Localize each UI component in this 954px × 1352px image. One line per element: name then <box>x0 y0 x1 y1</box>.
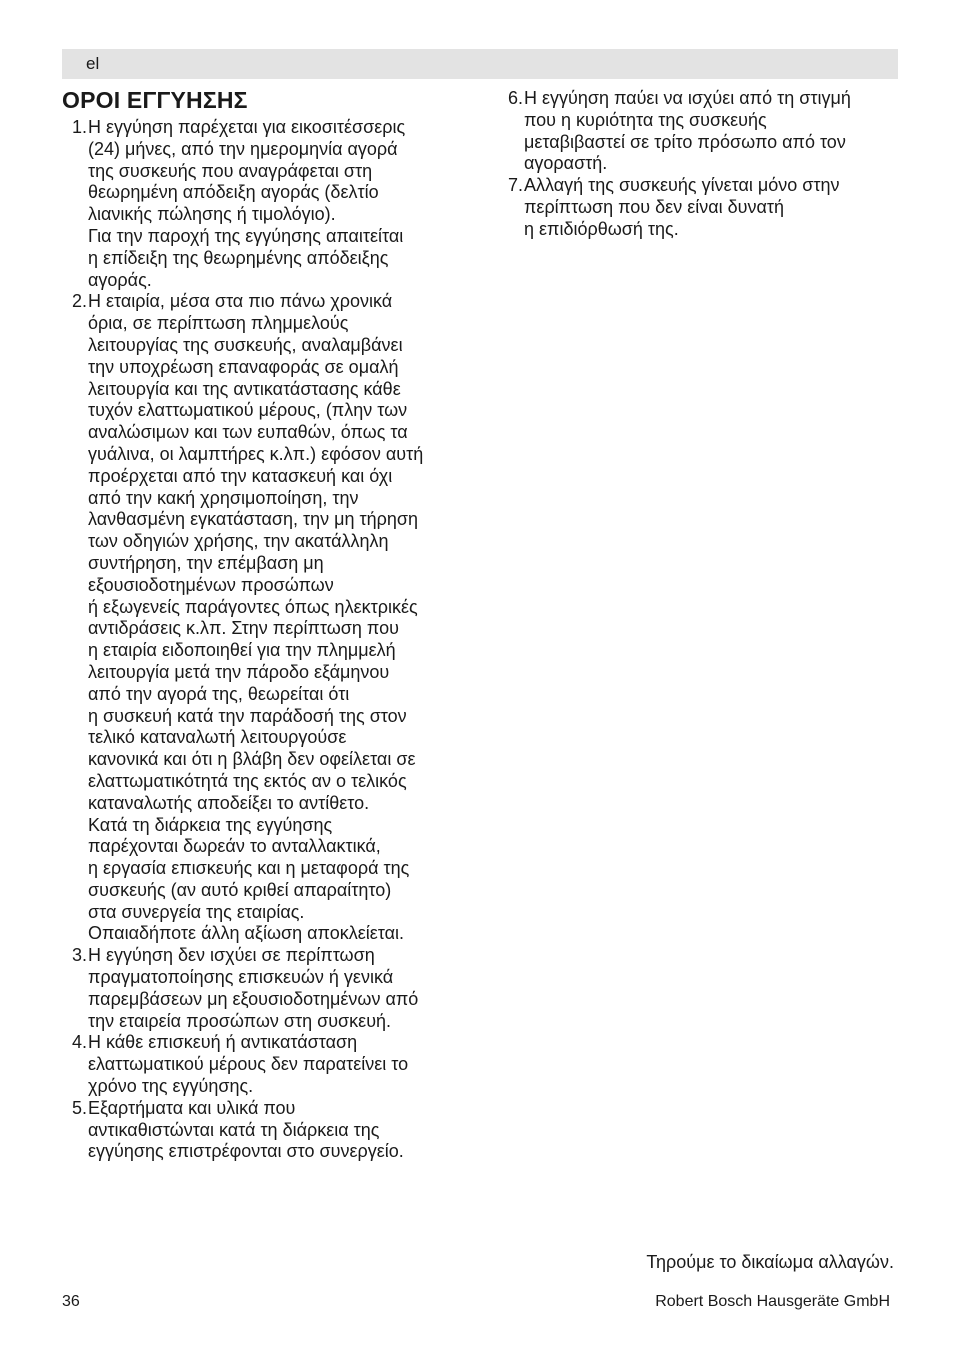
list-item <box>62 291 466 945</box>
list-item <box>62 117 466 291</box>
list-item <box>62 945 466 1032</box>
item-number: 2. <box>71 291 87 312</box>
item-text: Η εγγύηση δεν ισχύει σε περίπτωση πραγματοποίησης επισκευών ή γενικά παρεμβάσεων μη εξουσιοδοτημένων από την εταιρεία προσώπων στη συσκευή. <box>88 945 419 1031</box>
list-item <box>498 175 896 240</box>
language-header-bar <box>62 49 898 79</box>
item-number: 3. <box>71 945 87 966</box>
item-text: Η κάθε επισκευή ή αντικατάσταση ελαττωματικού μέρους δεν παρατείνει το χρόνο της εγγύησης. <box>88 1032 409 1097</box>
item-text: Η εγγύηση παρέχεται για εικοσιτέσσερις (24) μήνες, από την ημερομηνία αγορά της συσκευής που αναγράφεται στη θεωρημένη απόδειξη αγοράς (δελτίο λιανικής πώλησης ή τιμολόγιο). Για την παροχή της εγγύησης απαιτείται η επίδειξη της θεωρημένης απόδειξης αγοράς. <box>88 117 406 290</box>
item-number: 6. <box>507 88 523 108</box>
item-text: Η εγγύηση παύει να ισχύει από τη στιγμή που η κυριότητα της συσκευής μεταβιβαστεί σε τρίτο πρόσωπο από τον αγοραστή. <box>524 88 851 174</box>
item-number: 7. <box>507 175 523 196</box>
item-text: Η εταιρία, μέσα στα πιο πάνω χρονικά όρια, σε περίπτωση πλημμελούς λειτουργίας της συσκευής, αναλαμβάνει την υποχρέωση επαναφοράς σε ομαλή λειτουργία και της αντικατάστασης κάθε τυχόν ελαττωματικού μέρους, (πλην των αναλώσιμων και των ευπαθών, όπως τα γυάλινα, οι λαμπτήρες κ.λπ.) εφόσον αυτή προέρχεται από την κατασκευή και όχι από την κακή χρησιμοποίηση, την λανθασμένη εγκατάσταση, την μη τήρηση των οδηγιών χρήσης, την ακατάλληλη συντήρηση, την επέμβαση μη εξουσιοδοτημένων προσώπων ή εξωγενείς παράγοντες όπως ηλεκτρικές αντιδράσεις κ.λπ. Στην περίπτωση που η εταιρία ειδοποιηθεί για την πλημμελή λειτουργία μετά την πάροδο εξάμηνου από την αγορά της, θεωρείται ότι η συσκευή κατά την παράδοσή της στον τελικό καταναλωτή λειτουργούσε κανονικά και ότι η βλάβη δεν οφείλεται σε ελαττωματικότητά της εκτός αν ο τελικός καταναλωτής αποδείξει το αντίθετο. Κατά τη διάρκεια της εγγύησης παρέχονται δωρεάν το ανταλλακτικά, η εργασία επισκευής και η μεταφορά της συσκευής (αν αυτό κριθεί απαραίτητο) στα συνεργεία της εταιρίας. Οπαιαδήποτε άλλη αξίωση αποκλείεται. <box>88 291 424 944</box>
left-column <box>62 86 466 1163</box>
list-item <box>62 1098 466 1163</box>
right-column <box>498 88 896 241</box>
item-text: Αλλαγή της συσκευής γίνεται μόνο στην περίπτωση που δεν είναι δυνατή η επιδιόρθωσή της. <box>524 175 840 239</box>
list-item <box>62 1032 466 1097</box>
item-number: 4. <box>71 1032 87 1053</box>
page-number: 36 <box>62 1293 80 1310</box>
company-name: Robert Bosch Hausgeräte GmbH <box>655 1293 890 1310</box>
warranty-terms-list-right <box>498 88 896 241</box>
list-item <box>498 88 896 175</box>
section-title: ΟΡΟΙ ΕΓΓΥΗΣΗΣ <box>62 87 248 113</box>
rights-reserved-note: Τηρούμε το δικαίωμα αλλαγών. <box>646 1252 894 1272</box>
item-number: 5. <box>71 1097 87 1118</box>
item-number: 1. <box>71 117 87 137</box>
warranty-terms-list-left <box>62 117 466 1163</box>
item-text: Εξαρτήματα και υλικά που αντικαθιστώνται κατά τη διάρκεια της εγγύησης επιστρέφονται στο συνεργείο. <box>88 1097 404 1162</box>
language-code: el <box>86 54 100 73</box>
